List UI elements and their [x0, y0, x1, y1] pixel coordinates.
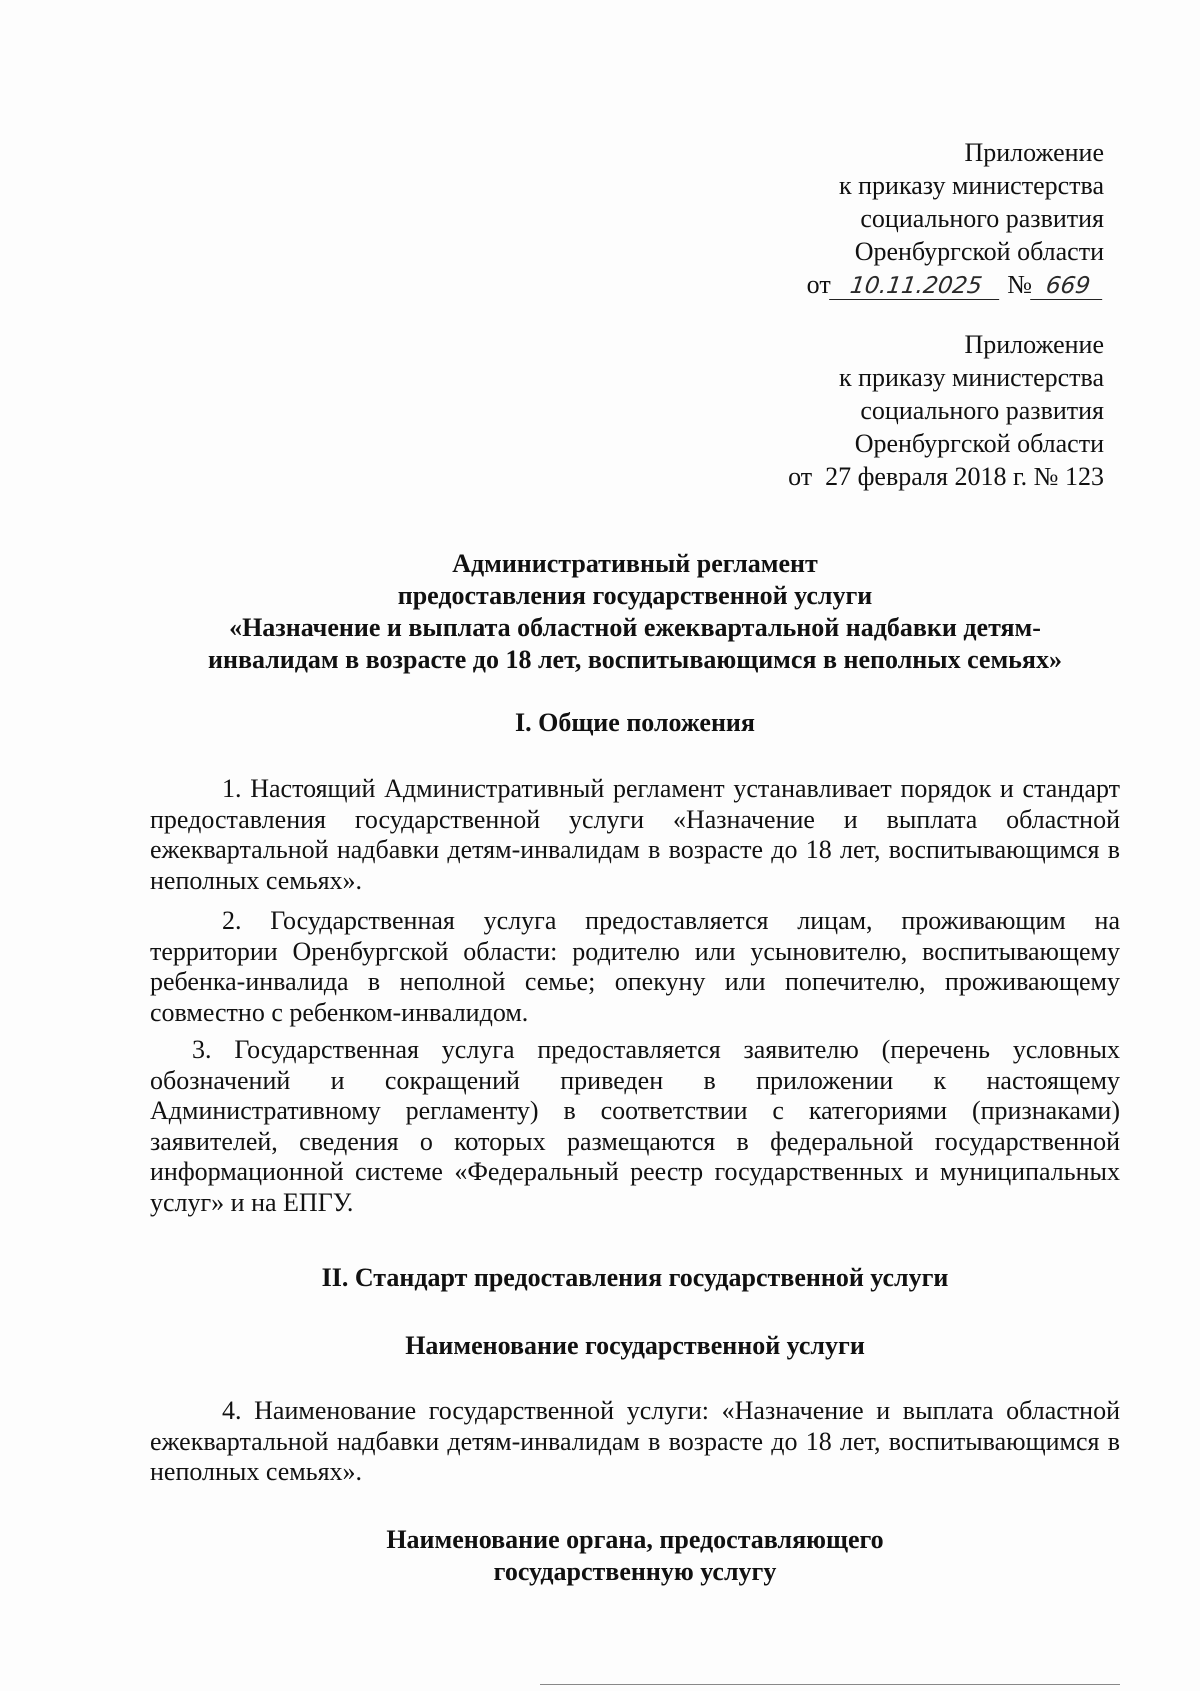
approval-block-original — [788, 328, 1104, 493]
approval-date-line — [807, 268, 1104, 301]
number-prefix: № — [1007, 270, 1032, 299]
paragraph-4 — [150, 1396, 1120, 1488]
title-line: предоставления государственной услуги — [397, 581, 873, 610]
approval-region-line: Оренбургской области — [854, 237, 1104, 266]
date-prefix: от — [806, 270, 831, 299]
paragraph-text: 2. Государственная услуга предоставляется лицам, проживающим на территории Оренбургской области: родителю или усыновителю, воспитывающему ребенка-инвалида в неполной семье; опекуну или попечителю, проживающему совместно с ребенком-инвалидом. — [150, 906, 1120, 1027]
paragraph-text: 1. Настоящий Административный регламент устанавливает порядок и стандарт предоставления государственной услуги «Назначение и выплата областной ежеквартальной надбавки детям-инвалидам в возрасте до 18 лет, воспитывающимся в неполных семьях». — [150, 774, 1120, 895]
section-heading-standard: II. Стандарт предоставления государственной услуги — [321, 1263, 949, 1292]
approval-order-line: к приказу министерства — [839, 363, 1104, 392]
paragraph-1 — [150, 774, 1120, 896]
document-title — [150, 548, 1120, 676]
title-line: Административный регламент — [452, 549, 818, 578]
approval-ministry-line: социального развития — [860, 396, 1104, 425]
title-line: «Назначение и выплата областной ежеквартальной надбавки детям- — [229, 613, 1041, 642]
approval-ministry-line: социального развития — [860, 204, 1104, 233]
approval-label: Приложение — [964, 138, 1104, 167]
subsection-heading-service-name: Наименование государственной услуги — [405, 1331, 865, 1360]
subsection-line: Наименование органа, предоставляющего — [386, 1525, 884, 1554]
approval-region-line: Оренбургской области — [854, 429, 1104, 458]
approval-label: Приложение — [964, 330, 1104, 359]
handwritten-number: 669 — [1030, 273, 1106, 300]
approval-order-line: к приказу министерства — [839, 171, 1104, 200]
approval-date-line: от 27 февраля 2018 г. № 123 — [788, 462, 1104, 491]
paragraph-3 — [150, 1035, 1120, 1219]
page-footer-divider — [540, 1684, 1120, 1685]
handwritten-date: 10.11.2025 — [829, 273, 1003, 300]
paragraph-text: 4. Наименование государственной услуги: «Назначение и выплата областной ежеквартальной надбавки детям-инвалидам в возрасте до 18 лет, воспитывающимся в неполных семьях». — [150, 1396, 1120, 1487]
paragraph-text: 3. Государственная услуга предоставляется заявителю (перечень условных обозначений и сокращений приведен в приложении к настоящему Административному регламенту) в соответствии с категориями (признаками) заявителей, сведения о которых размещаются в федеральной государственной информационной системе «Федеральный реестр государственных и муниципальных услуг» и на ЕПГУ. — [150, 1035, 1120, 1217]
subsection-heading-authority — [150, 1524, 1120, 1588]
paragraph-2 — [150, 906, 1120, 1028]
subsection-line: государственную услугу — [493, 1557, 777, 1586]
approval-block-current — [807, 136, 1104, 301]
section-heading-general: I. Общие положения — [515, 708, 755, 737]
title-line: инвалидам в возрасте до 18 лет, воспитывающимся в неполных семьях» — [207, 645, 1062, 674]
